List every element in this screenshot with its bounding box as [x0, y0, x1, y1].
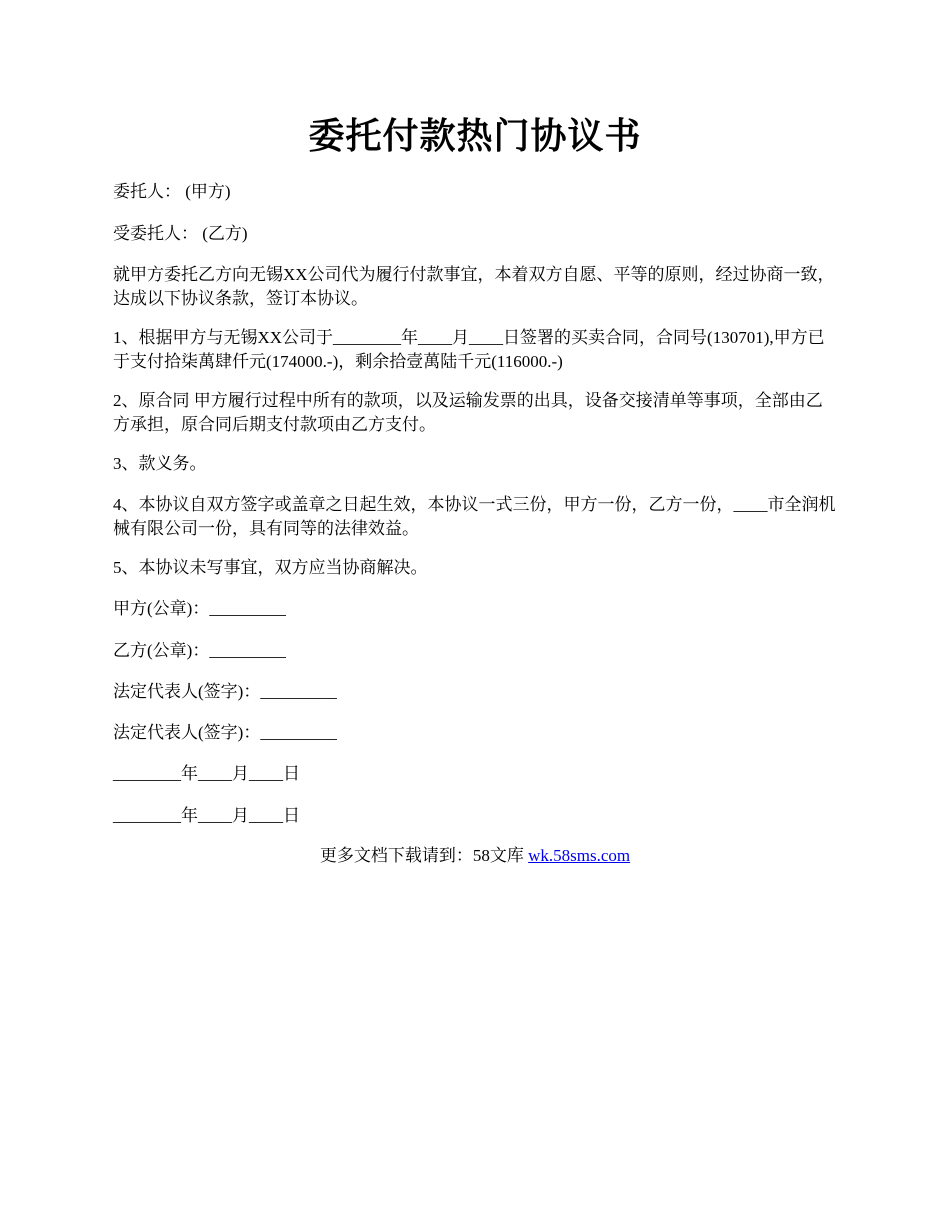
clause-4: 4、本协议自双方签字或盖章之日起生效，本协议一式三份，甲方一份，乙方一份，____市全润机械有限公司一份，具有同等的法律效益。 [113, 495, 836, 538]
clause-2: 2、原合同 甲方履行过程中所有的款项，以及运输发票的出具，设备交接清单等事项，全部由乙方承担，原合同后期支付款项由乙方支付。 [113, 391, 823, 434]
date-line-b: ________年____月____日 [113, 806, 300, 825]
paragraph-principal: 委托人： (甲方) [113, 182, 231, 201]
paragraph-intro: 就甲方委托乙方向无锡XX公司代为履行付款事宜，本着双方自愿、平等的原则，经过协商一致，达成以下协议条款，签订本协议。 [113, 265, 835, 308]
clause-1: 1、根据甲方与无锡XX公司于________年____月____日签署的买卖合同，合同号(130701),甲方已于支付拾柒萬肆仟元(174000.-)，剩余拾壹萬陆千元(116000.-) [113, 328, 825, 371]
footer-link[interactable]: wk.58sms.com [528, 846, 631, 865]
download-footer [0, 844, 950, 868]
signature-party-b: 乙方(公章)：_________ [113, 641, 286, 660]
legal-representative-b: 法定代表人(签字)：_________ [113, 723, 337, 742]
signature-party-a: 甲方(公章)：_________ [113, 599, 286, 618]
document-title: 委托付款热门协议书 [308, 115, 642, 157]
footer-text: 更多文档下载请到：58文库 [319, 846, 529, 865]
date-line-a: ________年____月____日 [113, 764, 300, 783]
clause-3: 3、款义务。 [113, 454, 207, 473]
paragraph-agent: 受委托人： (乙方) [113, 224, 248, 243]
clause-5: 5、本协议未写事宜，双方应当协商解决。 [113, 558, 428, 577]
legal-representative-a: 法定代表人(签字)：_________ [113, 682, 337, 701]
